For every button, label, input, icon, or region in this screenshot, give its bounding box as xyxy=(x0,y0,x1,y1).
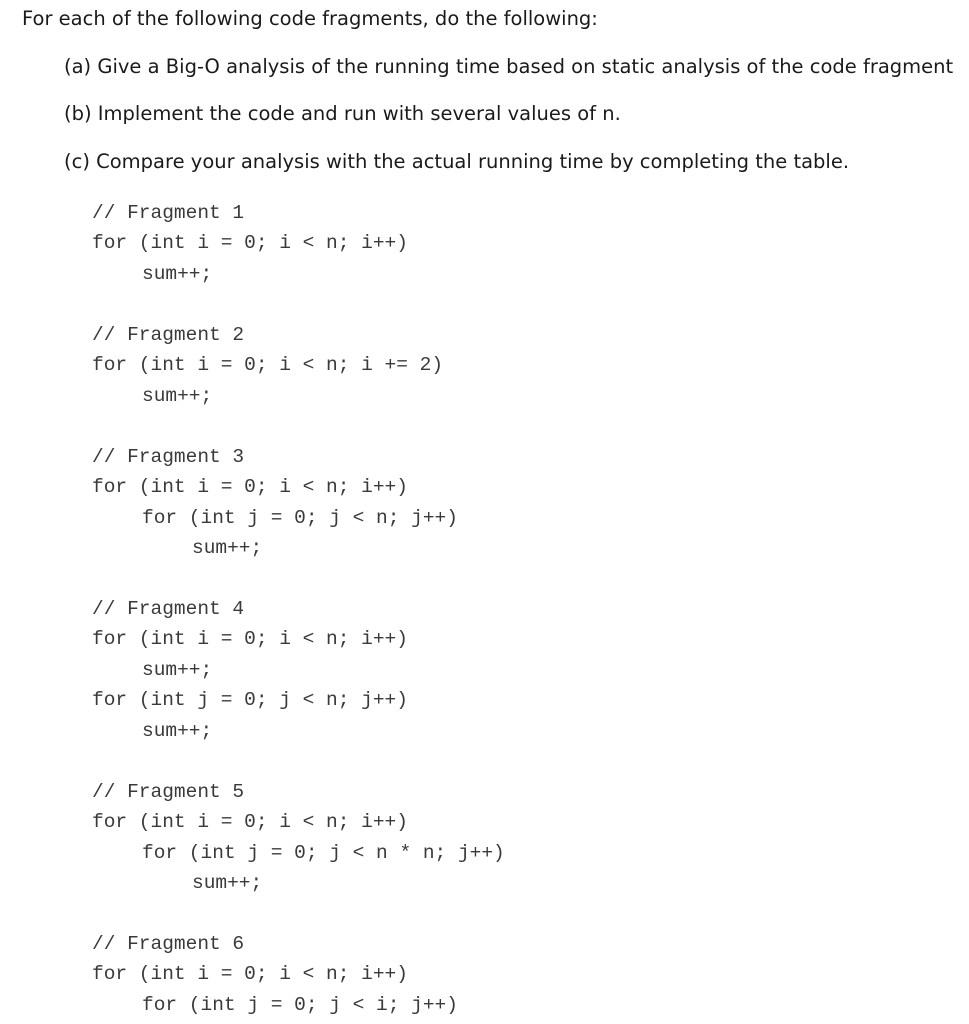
code-line: sum++; xyxy=(142,263,213,285)
code-line: for (int j = 0; j < n * n; j++) xyxy=(142,842,505,864)
code-line: for (int i = 0; i < n; i++) xyxy=(92,628,408,650)
intro-text: For each of the following code fragments, do the following: xyxy=(22,7,598,30)
code-line: sum++; xyxy=(142,720,213,742)
fragment-comment: // Fragment 1 xyxy=(92,202,245,224)
step-b-text: (b) Implement the code and run with several values of n. xyxy=(64,102,621,125)
step-c-text: (c) Compare your analysis with the actual running time by completing the table. xyxy=(64,150,850,173)
code-line: sum++; xyxy=(142,385,213,407)
fragment-comment: // Fragment 2 xyxy=(92,324,245,346)
fragment-comment: // Fragment 6 xyxy=(92,933,245,955)
code-line: for (int i = 0; i < n; i++) xyxy=(92,811,408,833)
code-line: sum++; xyxy=(192,872,263,894)
code-line: for (int i = 0; i < n; i += 2) xyxy=(92,354,444,376)
code-line: for (int i = 0; i < n; i++) xyxy=(92,476,408,498)
fragment-comment: // Fragment 3 xyxy=(92,446,245,468)
fragment-comment: // Fragment 5 xyxy=(92,781,245,803)
code-line: for (int i = 0; i < n; i++) xyxy=(92,963,408,985)
code-line: for (int j = 0; j < n; j++) xyxy=(92,689,408,711)
fragment-comment: // Fragment 4 xyxy=(92,598,245,620)
code-line: for (int i = 0; i < n; i++) xyxy=(92,232,408,254)
code-line: sum++; xyxy=(192,537,263,559)
code-line: for (int j = 0; j < n; j++) xyxy=(142,507,458,529)
step-a-text: (a) Give a Big-O analysis of the running time based on static analysis of the code fragment xyxy=(64,55,954,78)
code-line: for (int j = 0; j < i; j++) xyxy=(142,994,458,1016)
code-line: sum++; xyxy=(142,659,213,681)
